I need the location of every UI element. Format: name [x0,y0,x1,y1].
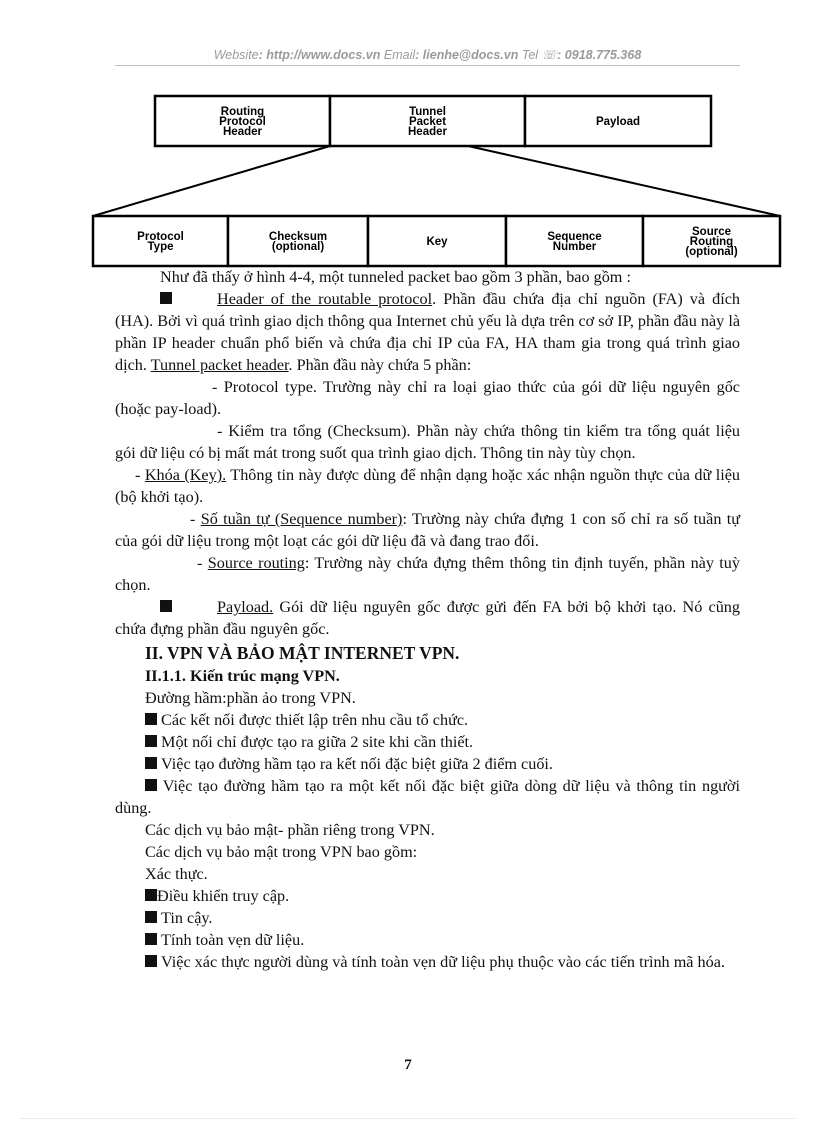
bullet-square-icon [145,911,157,923]
paragraph-text: . Phần đầu chứa địa chỉ nguồn (FA) và đích (HA). Bởi vì quá trình giao dịch thông qua Internet chủ yếu là dựa trên cơ sở IP, phần đầu này là phần IP header chuẩn phổ biến và chứa địa chỉ IP của FA, HA tham gia trong quá trình giao dịch. [115,290,740,374]
list-item: Các kết nối được thiết lập trên nhu cầu tổ chức. [115,709,740,731]
packet-diagram [0,0,816,272]
term-key: Khóa (Key). [144,466,227,484]
bullet-square-icon [145,889,157,901]
footer-divider [20,1118,796,1119]
list-item: Các dịch vụ bảo mật trong VPN bao gồm: [145,843,418,861]
list-item: Việc tạo đường hầm tạo ra kết nối đặc biệt giữa 2 điểm cuối. [115,753,740,775]
term-sequence-number: Số tuần tự (Sequence number) [200,510,403,528]
top-header-label: Packet [408,116,447,128]
tunnel-field-label: Type [147,241,174,253]
top-header-label: Header [223,126,262,138]
paragraph-sequence [115,508,740,552]
tunnel-field-label: Protocol [137,231,184,243]
intro-paragraph: Như đã thấy ở hình 4-4, một tunneled packet bao gồm 3 phần, bao gồm : [160,268,631,286]
website-url[interactable]: : http://www.docs.vn [258,48,381,62]
list-item: Các dịch vụ bảo mật- phần riêng trong VPN. [145,821,435,839]
list-item: Xác thực. [145,865,208,883]
list-item: Việc tạo đường hầm tạo ra một kết nối đặc biệt giữa dòng dữ liệu và thông tin người dùng. [115,777,740,817]
top-header-label: Routing [220,106,265,118]
top-header-label: Protocol [219,116,266,128]
tunnel-field-label: Source [692,226,731,238]
list-item: Đường hầm:phần ảo trong VPN. [145,689,356,707]
email-address[interactable]: : lienhe@docs.vn [415,48,519,62]
term-routable-protocol: Header of the routable protocol [217,290,433,308]
paragraph-text: : Trường này chứa đựng 1 con số chỉ ra số tuần tự của gói dữ liệu trong một loạt các gói dữ liệu đã và đang trao đổi. [115,510,740,550]
tunnel-field-label: Number [552,241,597,253]
dash: - [197,554,208,572]
top-header-label: Header [408,126,447,138]
bullet-square-icon [145,735,157,747]
bullet-square-icon [145,757,157,769]
document-body [115,266,740,973]
list-item: Tin cậy. [115,907,740,929]
paragraph-text: Gói dữ liệu nguyên gốc được gửi đến FA bởi bộ khởi tạo. Nó cũng chứa đựng phần đầu nguyên gốc. [115,598,740,638]
paragraph-key [115,464,740,508]
term-tunnel-header: Tunnel packet header [150,356,289,374]
paragraph-checksum: - Kiểm tra tổng (Checksum). Phần này chứa thông tin kiểm tra tổng quát liệu gói dữ liệu có bị mất mát trong suốt qua trình giao dịch. Thông tin này tùy chọn. [115,422,740,462]
page-number: 7 [404,1057,412,1073]
expand-line-right [468,146,780,216]
top-header-label: Tunnel [409,106,446,118]
term-source-routing: Source routing [207,554,305,572]
email-label: Email [383,48,416,62]
expand-line-left [93,146,330,216]
paragraph-header-routable [115,288,740,376]
list-item: Điều khiển truy cập. [115,885,740,907]
section-heading: II. VPN VÀ BẢO MẬT INTERNET VPN. [145,643,460,663]
tunnel-field-label: Sequence [547,231,602,243]
paragraph-text: Thông tin này được dùng để nhận dạng hoặc xác nhận nguồn thực của dữ liệu (bộ khởi tạo). [115,466,741,506]
bullet-square-icon [145,955,157,967]
paragraph-source-routing [115,552,740,596]
list-item: Tính toàn vẹn dữ liệu. [115,929,740,951]
tunnel-field-label: (optional) [685,246,738,258]
list-item: Việc xác thực người dùng và tính toàn vẹn dữ liệu phụ thuộc vào các tiến trình mã hóa. [115,951,740,973]
bullet-square-icon [145,933,157,945]
subsection-heading: II.1.1. Kiến trúc mạng VPN. [145,667,340,685]
bullet-square-icon [145,779,157,791]
paragraph-protocol-type: - Protocol type. Trường này chỉ ra loại giao thức của gói dữ liệu nguyên gốc (hoặc pay-load). [115,378,740,418]
paragraph-text: . Phần đầu này chứa 5 phần: [288,356,472,374]
paragraph-text: : Trường này chứa đựng thêm thông tin định tuyến, phần này tuỳ chọn. [115,554,740,594]
list-item: Một nối chỉ được tạo ra giữa 2 site khi cần thiết. [115,731,740,753]
website-label: Website [213,48,259,62]
top-header-label: Payload [595,116,641,128]
tunnel-field-label: Key [426,236,448,248]
tel-label: Tel [521,48,539,62]
tunnel-field-label: (optional) [271,241,325,253]
paragraph-payload [115,596,740,640]
bullet-square-icon [145,713,157,725]
bullet-square-icon [160,292,172,304]
phone-icon: ☏ [541,48,558,62]
term-payload: Payload. [217,598,274,616]
dash: - [190,510,201,528]
dash: - [135,466,145,484]
tel-number: : 0918.775.368 [557,48,642,62]
tunnel-field-label: Routing [689,236,734,248]
tunnel-field-label: Checksum [268,231,328,243]
bullet-square-icon [160,600,172,612]
